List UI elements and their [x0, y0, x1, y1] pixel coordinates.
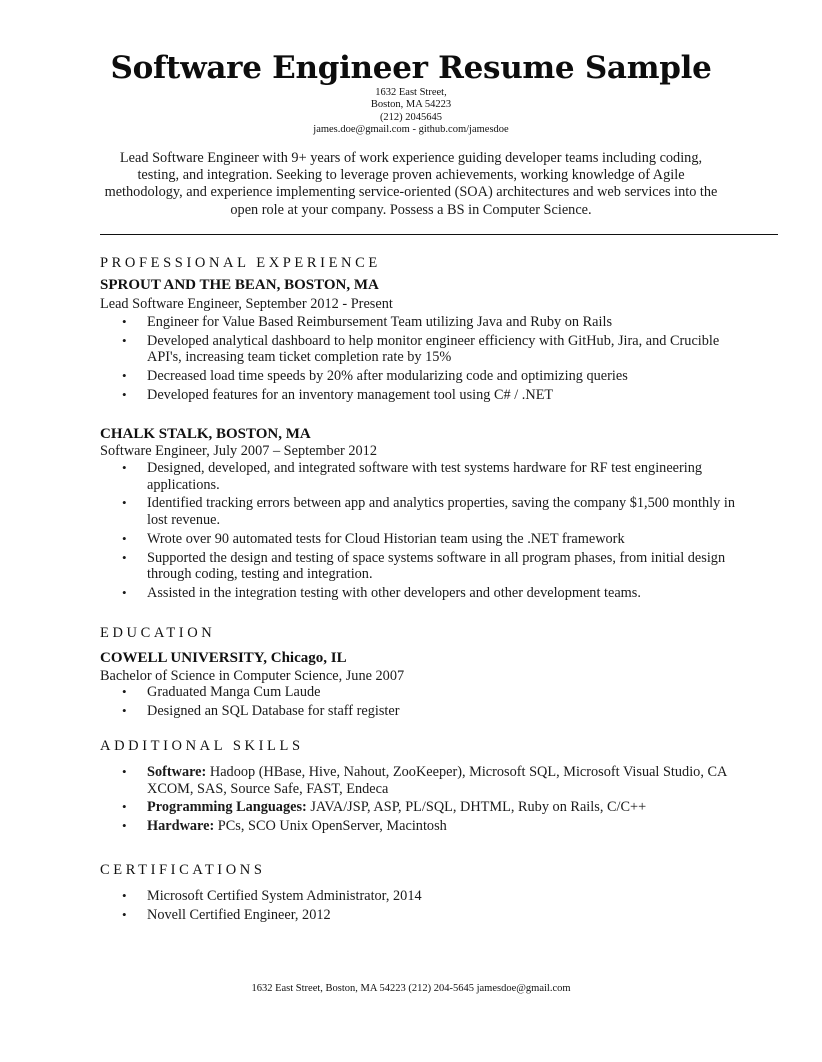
list-item — [100, 818, 740, 835]
list-item: • Developed analytical dashboard to help monitor engineer efficiency with GitHub, Jira, and Crucible API's, increasing team ticket completion rate by 15% — [122, 332, 720, 366]
list-item: • Wrote over 90 automated tests for Cloud Historian team using the .NET framework — [122, 530, 625, 547]
summary-paragraph: Lead Software Engineer with 9+ years of work experience guiding developer teams including coding, testing, and integration. Seeking to leverage proven achievements, working knowledge of Agile methodology, and experience implementing service-oriented (SOA) architectures and web services into the open role at your company. Possess a BS in Computer Science. — [104, 150, 718, 218]
bullet-icon: • — [122, 387, 127, 403]
contact-city: Boston, MA 54223 — [370, 99, 452, 111]
list-item: • Developed features for an inventory management tool using C# / .NET — [122, 387, 554, 404]
list-item: • Microsoft Certified System Administrator, 2014 — [122, 888, 422, 904]
degree: Bachelor of Science in Computer Science, June 2007 — [100, 668, 405, 684]
list-item: • Novell Certified Engineer, 2012 — [122, 906, 331, 923]
list-item: • Assisted in the integration testing with other developers and other development teams. — [122, 585, 641, 602]
bullet-icon: • — [122, 549, 127, 565]
bullet-icon: • — [122, 314, 127, 329]
list-item: • Designed an SQL Database for staff register — [122, 702, 400, 719]
page-footer: 1632 East Street, Boston, MA 54223 (212) 204-5645 jamesdoe@gmail.com — [251, 983, 571, 994]
list-item: • Supported the design and testing of space systems software in all program phases, from initial design through coding, testing and integration. — [122, 549, 726, 583]
job-role: Lead Software Engineer, September 2012 - Present — [100, 296, 393, 312]
skill-label: Programming Languages: — [147, 799, 307, 816]
contact-block — [0, 87, 822, 136]
list-item — [100, 764, 740, 797]
education-bullets — [100, 684, 740, 722]
list-item — [100, 799, 740, 816]
bullet-icon: • — [122, 702, 127, 718]
bullet-icon: • — [122, 332, 127, 348]
resume-title: Software Engineer Resume Sample — [110, 50, 712, 86]
list-item: • Engineer for Value Based Reimbursement Team utilizing Java and Ruby on Rails — [122, 314, 613, 330]
section-heading-education: EDUCATION — [100, 625, 216, 641]
divider-line — [100, 234, 778, 235]
bullet-icon: • — [122, 368, 127, 384]
contact-phone: (212) 2045645 — [379, 111, 443, 123]
skill-label: Software: — [147, 764, 207, 780]
bullet-icon: • — [122, 888, 127, 903]
bullet-icon: • — [122, 585, 127, 601]
bullet-icon: • — [122, 684, 127, 699]
job-org: CHALK STALK, BOSTON, MA — [100, 426, 311, 442]
list-item: • Identified tracking errors between app and analytics properties, saving the company $1,500 monthly in lost revenue. — [122, 495, 735, 528]
school-name: COWELL UNIVERSITY, Chicago, IL — [100, 650, 347, 666]
skill-value: JAVA/JSP, ASP, PL/SQL, DHTML, Ruby on Rails, C/C++ — [306, 799, 647, 816]
job-org: SPROUT AND THE BEAN, BOSTON, MA — [100, 277, 379, 293]
bullet-icon: • — [122, 764, 127, 779]
bullet-icon: • — [122, 530, 127, 546]
contact-email-github: james.doe@gmail.com - github.com/jamesdoe — [313, 123, 509, 135]
section-heading-skills: ADDITIONAL SKILLS — [100, 738, 304, 754]
list-item: • Decreased load time speeds by 20% after modularizing code and optimizing queries — [122, 368, 628, 385]
bullet-icon: • — [122, 906, 127, 922]
list-item: • Graduated Manga Cum Laude — [122, 684, 321, 700]
skill-label: Hardware: — [147, 818, 215, 835]
job-bullets — [100, 460, 740, 604]
skill-value: Hadoop (HBase, Hive, Nahout, ZooKeeper), Microsoft SQL, Microsoft Visual Studio, CA XCOM, SAS, Source Safe, FAST, Endeca — [147, 764, 727, 797]
job-bullets — [100, 314, 740, 406]
bullet-icon: • — [122, 799, 127, 815]
job-role: Software Engineer, July 2007 – September 2012 — [100, 443, 377, 459]
certifications-list — [100, 888, 740, 926]
skills-list — [100, 764, 740, 837]
bullet-icon: • — [122, 495, 127, 511]
section-heading-experience: PROFESSIONAL EXPERIENCE — [100, 255, 381, 271]
skill-value: PCs, SCO Unix OpenServer, Macintosh — [214, 818, 447, 835]
bullet-icon: • — [122, 460, 127, 475]
contact-street: 1632 East Street, — [375, 87, 447, 98]
bullet-icon: • — [122, 818, 127, 834]
list-item: • Designed, developed, and integrated software with test systems hardware for RF test engineering applications. — [122, 460, 703, 493]
section-heading-certifications: CERTIFICATIONS — [100, 862, 266, 878]
